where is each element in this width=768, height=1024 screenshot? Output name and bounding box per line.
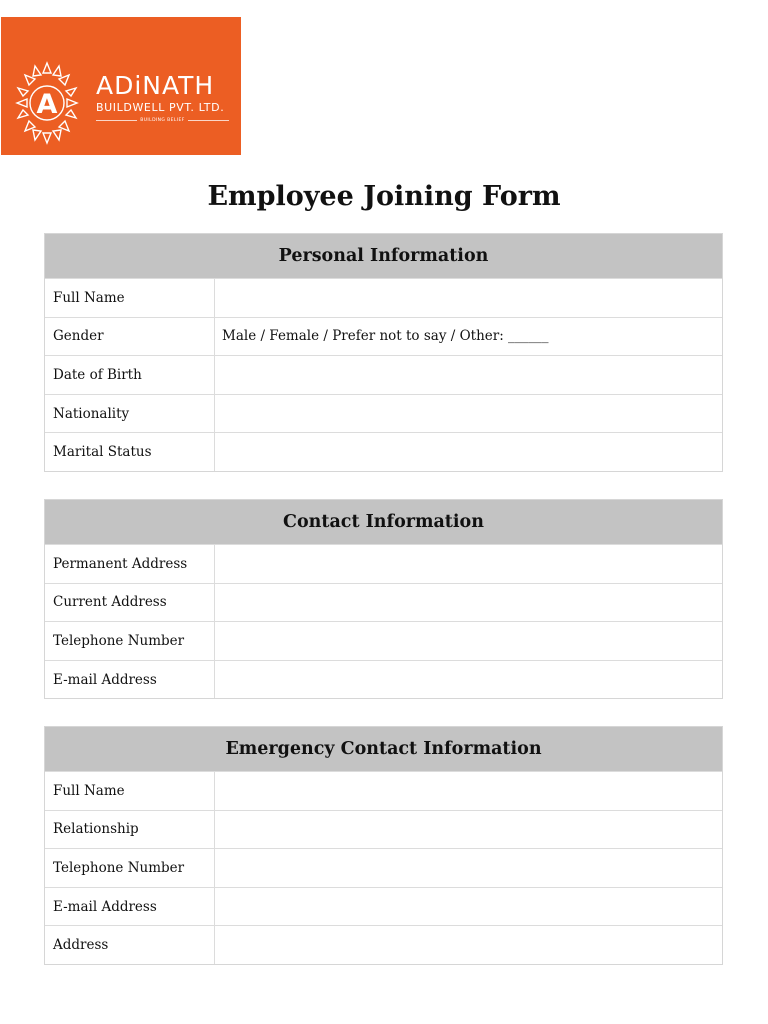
full-name-field[interactable]	[215, 279, 722, 317]
section-contact-information	[44, 499, 723, 699]
section-heading: Contact Information	[45, 500, 722, 544]
emergency-address-field[interactable]	[215, 926, 722, 964]
section-personal-information	[44, 233, 723, 472]
field-label: Relationship	[45, 811, 215, 849]
section-emergency-contact-information	[44, 726, 723, 965]
field-label: E-mail Address	[45, 661, 215, 699]
table-row	[45, 583, 722, 622]
field-label: Marital Status	[45, 433, 215, 471]
table-row	[45, 432, 722, 471]
table-row	[45, 394, 722, 433]
table-row	[45, 317, 722, 356]
tagline-rule-right	[188, 120, 229, 121]
table-row	[45, 848, 722, 887]
sun-logo-icon	[15, 61, 79, 145]
emergency-email-address-field[interactable]	[215, 888, 722, 926]
logo-tagline	[96, 118, 229, 123]
table-row	[45, 660, 722, 699]
table-row	[45, 621, 722, 660]
company-logo	[1, 17, 241, 155]
email-address-field[interactable]	[215, 661, 722, 699]
svg-text:A: A	[36, 89, 58, 120]
table-row	[45, 544, 722, 583]
field-label: Full Name	[45, 279, 215, 317]
field-label: Date of Birth	[45, 356, 215, 394]
table-row	[45, 887, 722, 926]
current-address-field[interactable]	[215, 584, 722, 622]
marital-status-field[interactable]	[215, 433, 722, 471]
table-row	[45, 925, 722, 964]
table-row	[45, 771, 722, 810]
field-label: Permanent Address	[45, 545, 215, 583]
field-label: Current Address	[45, 584, 215, 622]
field-label: Nationality	[45, 395, 215, 433]
date-of-birth-field[interactable]	[215, 356, 722, 394]
field-label: Telephone Number	[45, 622, 215, 660]
logo-tagline-text: BUILDING BELIEF	[140, 118, 185, 123]
section-heading: Personal Information	[45, 234, 722, 278]
field-label: Gender	[45, 318, 215, 356]
field-label: E-mail Address	[45, 888, 215, 926]
gender-field[interactable]: Male / Female / Prefer not to say / Other: ______	[222, 328, 549, 345]
emergency-relationship-field[interactable]	[215, 811, 722, 849]
logo-company-subtitle: BUILDWELL PVT. LTD.	[96, 101, 225, 114]
field-label: Full Name	[45, 772, 215, 810]
permanent-address-field[interactable]	[215, 545, 722, 583]
tagline-rule-left	[96, 120, 137, 121]
field-label: Telephone Number	[45, 849, 215, 887]
section-heading: Emergency Contact Information	[45, 727, 722, 771]
form-title: Employee Joining Form	[207, 181, 561, 212]
emergency-telephone-number-field[interactable]	[215, 849, 722, 887]
table-row	[45, 810, 722, 849]
field-label: Address	[45, 926, 215, 964]
table-row	[45, 278, 722, 317]
logo-company-name: ADiNATH	[96, 71, 215, 100]
telephone-number-field[interactable]	[215, 622, 722, 660]
table-row	[45, 355, 722, 394]
emergency-full-name-field[interactable]	[215, 772, 722, 810]
nationality-field[interactable]	[215, 395, 722, 433]
